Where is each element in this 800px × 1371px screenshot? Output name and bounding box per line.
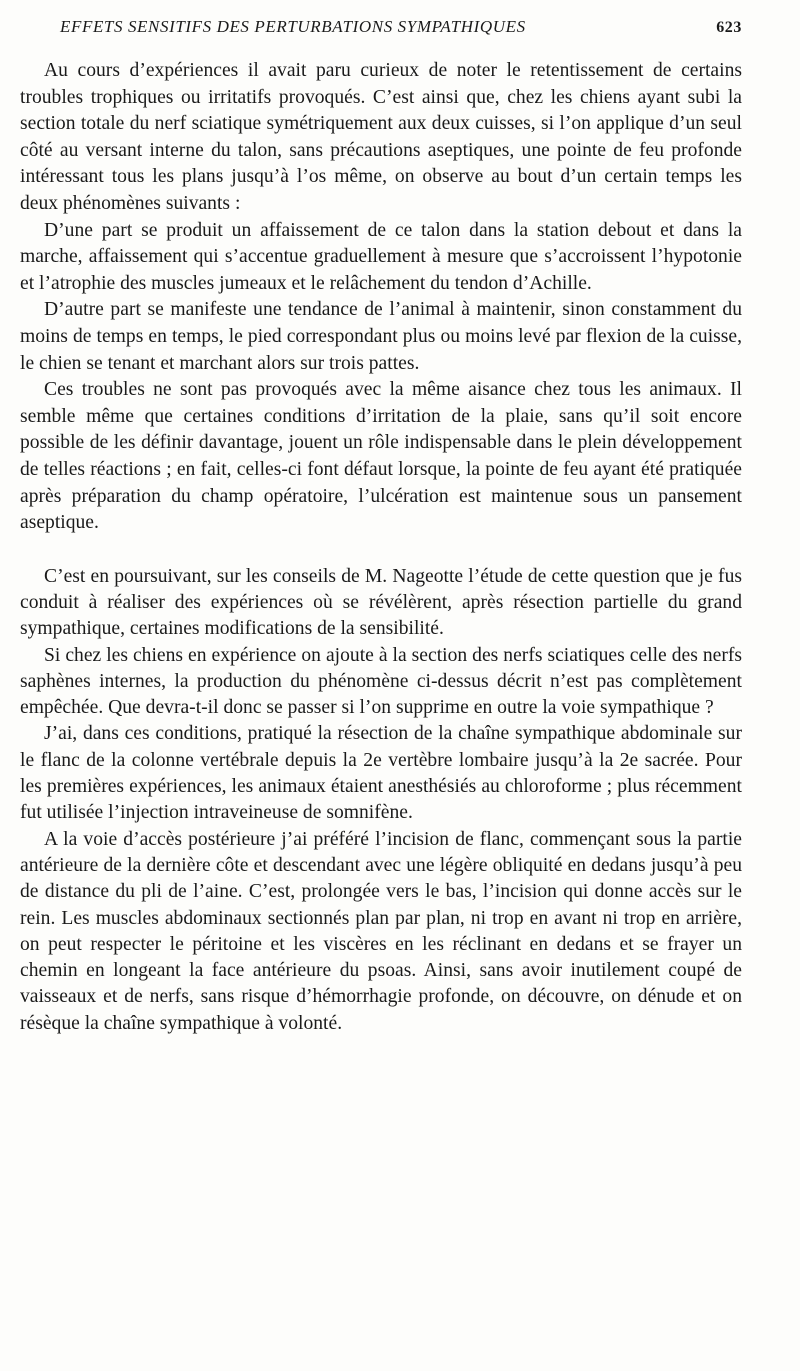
running-head	[60, 17, 742, 45]
paragraph-first-phenomenon: D’une part se produit un affaissement de ce talon dans la station debout et dans la marche, affaissement qui s’accentue graduellement à mesure que s’accroissent l’hypotonie et l’atrophie des muscles jumeaux et le relâchement du tendon d’Achille.	[20, 219, 742, 294]
paragraph-resection: J’ai, dans ces conditions, pratiqué la résection de la chaîne sympathique abdominale sur le flanc de la colonne vertébrale depuis la 2e vertèbre lombaire jusqu’à la 2e sacrée. Pour les premières expériences, les animaux étaient anesthésiés au chloroforme ; plus récemment fut utilisée l’injection intraveineuse de somnifène.	[20, 723, 742, 824]
running-title: EFFETS SENSITIFS DES PERTURBATIONS SYMPATHIQUES	[60, 17, 526, 36]
paragraph-surgical-approach: A la voie d’accès postérieure j’ai préféré l’incision de flanc, commençant sous la partie antérieure de la dernière côte et descendant avec une légère obliquité en dedans jusqu’à peu de distance du pli de l’aine. C’est, prolongée vers le bas, l’incision qui donne accès sur le rein. Les muscles abdominaux sectionnés plan par plan, ni trop en avant ni trop en arrière, on peut respecter le péritoine et les viscères en les réclinant en dedans et se frayer un chemin en longeant la face antérieure du psoas. Ainsi, sans avoir inutilement coupé de vaisseaux et de nerfs, sans risque d’hémorrhagie profonde, on découvre, on dénude et on résèque la chaîne sympathique à volonté.	[20, 828, 742, 1034]
section-observations	[20, 58, 742, 537]
paragraph-intro: Au cours d’expériences il avait paru curieux de noter le retentissement de certains troubles trophiques ou irritatifs provoqués. C’est ainsi que, chez les chiens ayant subi la section totale du nerf sciatique symétriquement aux deux cuisses, si l’on applique d’un seul côté au versant interne du talon, sans précautions aseptiques, une pointe de feu profonde intéressant tous les plans jusqu’à l’os même, on observe au bout d’un certain temps les deux phénomènes suivants :	[20, 60, 742, 214]
section-divider-space	[20, 537, 742, 564]
section-experiments	[20, 564, 742, 1037]
paragraph-second-phenomenon: D’autre part se manifeste une tendance de l’animal à maintenir, sinon constamment du moins de temps en temps, le pied correspondant plus ou moins levé par flexion de la cuisse, le chien se tenant et marchant alors sur trois pattes.	[20, 299, 742, 374]
page-number: 623	[716, 19, 742, 36]
body-text	[20, 58, 742, 1037]
paragraph-conditions: Ces troubles ne sont pas provoqués avec la même aisance chez tous les animaux. Il semble même que certaines conditions d’irritation de la plaie, sans qu’il soit encore possible de les définir davantage, jouent un rôle indispensable dans le plein développement de telles réactions ; en fait, celles-ci font défaut lorsque, la pointe de feu ayant été pratiquée après préparation du champ opératoire, l’ulcération est maintenue sous un pansement aseptique.	[20, 379, 742, 534]
paragraph-saphenous: Si chez les chiens en expérience on ajoute à la section des nerfs sciatiques celle des nerfs saphènes internes, la production du phénomène ci-dessus décrit n’est pas complètement empêchée. Que devra-t-il donc se passer si l’on supprime en outre la voie sympathique ?	[20, 644, 742, 719]
paragraph-nageotte: C’est en poursuivant, sur les conseils de M. Nageotte l’étude de cette question que je fus conduit à réaliser des expériences où se révélèrent, après résection partielle du grand sympathique, certaines modifications de la sensibilité.	[20, 565, 742, 640]
